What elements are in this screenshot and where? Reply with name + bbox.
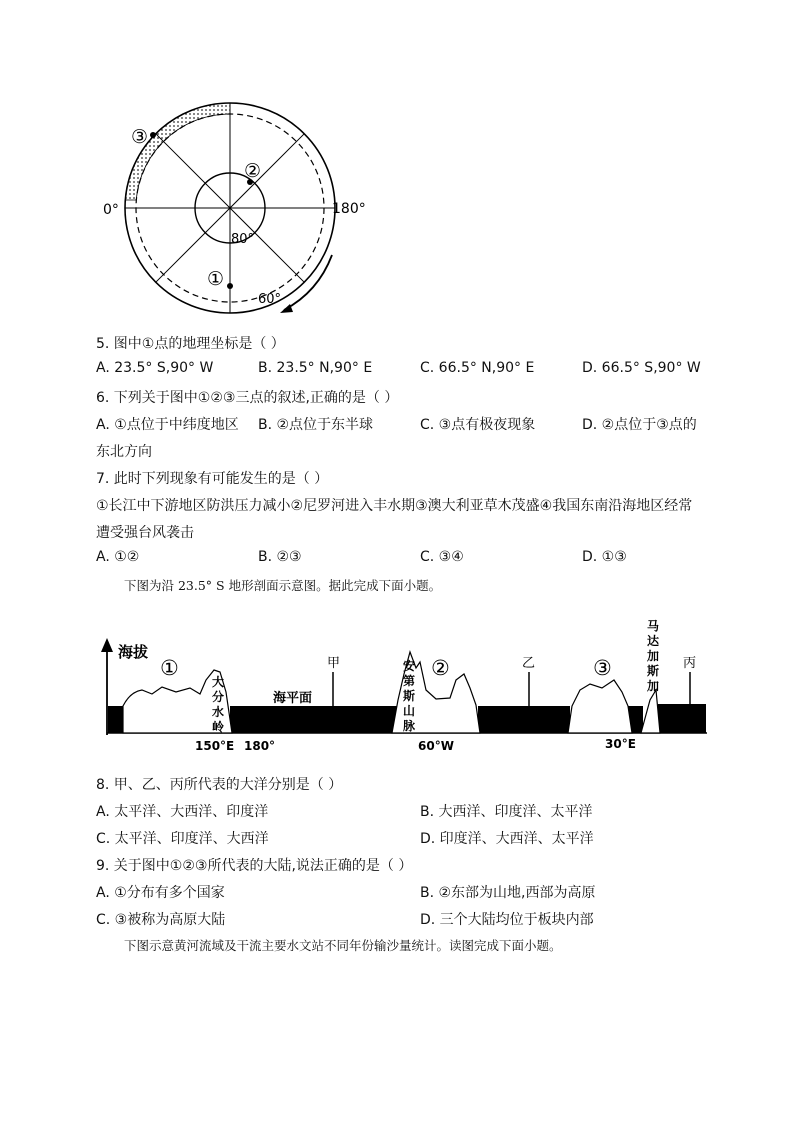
ocean-yi [478, 706, 570, 733]
profile-intro: 下图为沿 23.5° S 地形剖面示意图。据此完成下面小题。 [124, 578, 442, 593]
label-60-deg: 60° [258, 292, 282, 307]
q6-stem: 6. 下列关于图中①②③三点的叙述,正确的是（ ） [96, 390, 399, 406]
point-1-dot [227, 283, 233, 289]
q5-option-b: B. 23.5° N,90° E [258, 360, 373, 376]
tick-150e: 150°E [195, 739, 235, 753]
continent-2-marker: ② [431, 656, 450, 680]
q9-option-d: D. 三个大陆均位于板块内部 [420, 912, 594, 928]
q9-option-b: B. ②东部为山地,西部为高原 [420, 885, 596, 901]
q7-option-b: B. ②③ [258, 549, 302, 565]
continent-1-marker: ① [160, 656, 179, 680]
q6-option-a: A. ①点位于中纬度地区 [96, 417, 239, 433]
q9-stem: 9. 关于图中①②③所代表的大陆,说法正确的是（ ） [96, 858, 413, 874]
andes-char-4: 脉 [403, 719, 416, 733]
q5-option-a: A. 23.5° S,90° W [96, 360, 214, 376]
dividing-range-char-1: 分 [212, 690, 225, 704]
q8-option-d: D. 印度洋、大西洋、太平洋 [420, 831, 594, 847]
tick-60w: 60°W [418, 739, 454, 753]
label-80-deg: 80° [231, 232, 255, 247]
bing-label: 丙 [683, 656, 697, 671]
q8-option-b: B. 大西洋、印度洋、太平洋 [420, 804, 593, 820]
madagascar-char-0: 马 [647, 619, 660, 633]
point-3-dot [150, 132, 156, 138]
q6-option-d-cont: 东北方向 [96, 444, 152, 460]
marker-3: ③ [131, 126, 149, 148]
andes-char-1: 第 [403, 674, 416, 688]
madagascar-char-3: 斯 [647, 664, 660, 678]
q7-option-d: D. ①③ [582, 549, 627, 565]
q7-body-line2: 遭受强台风袭击 [96, 525, 194, 541]
polar-projection-figure [100, 95, 380, 320]
q6-option-b: B. ②点位于东半球 [258, 417, 374, 433]
ocean-jia [230, 706, 398, 733]
sea-level-label: 海平面 [273, 691, 313, 706]
madagascar-char-4: 加 [647, 679, 660, 693]
label-180-deg: 180° [332, 201, 366, 217]
andes-char-3: 山 [403, 704, 416, 718]
q7-option-c: C. ③④ [420, 549, 464, 565]
q6-option-c: C. ③点有极夜现象 [420, 417, 536, 433]
label-0-deg: 0° [103, 202, 119, 218]
ocean-pacific-west [108, 706, 123, 733]
terrain-profile-figure [90, 610, 715, 760]
sediment-intro: 下图示意黄河流域及干流主要水文站不同年份输沙量统计。读图完成下面小题。 [124, 938, 562, 953]
q8-option-c: C. 太平洋、印度洋、大西洋 [96, 831, 269, 847]
q7-body-line1: ①长江中下游地区防洪压力减小②尼罗河进入丰水期③澳大利亚草木茂盛④我国东南沿海地区经常 [96, 498, 693, 514]
andes-char-2: 斯 [403, 689, 416, 703]
q5-stem: 5. 图中①点的地理坐标是（ ） [96, 336, 285, 352]
rotation-arrow [284, 255, 332, 310]
dividing-range-char-2: 水 [212, 705, 225, 719]
q7-option-a: A. ①② [96, 549, 140, 565]
q9-option-a: A. ①分布有多个国家 [96, 885, 225, 901]
jia-label: 甲 [327, 656, 341, 671]
madagascar-island [641, 690, 660, 733]
andes-char-0: 安 [403, 659, 416, 673]
q8-stem: 8. 甲、乙、丙所代表的大洋分别是（ ） [96, 777, 343, 793]
q6-option-d: D. ②点位于③点的 [582, 417, 697, 433]
q7-stem: 7. 此时下列现象有可能发生的是（ ） [96, 471, 329, 487]
ocean-bing [658, 704, 706, 733]
marker-2: ② [244, 160, 262, 182]
q8-option-a: A. 太平洋、大西洋、印度洋 [96, 804, 269, 820]
q5-option-d: D. 66.5° S,90° W [582, 360, 701, 376]
dividing-range-char-0: 大 [212, 675, 225, 689]
tick-180: 180° [244, 739, 276, 753]
dividing-range-char-3: 岭 [212, 720, 225, 734]
tick-30e: 30°E [605, 737, 636, 751]
elevation-label: 海拔 [118, 643, 149, 661]
q5-option-c: C. 66.5° N,90° E [420, 360, 535, 376]
yi-label: 乙 [522, 656, 536, 671]
madagascar-char-2: 加 [647, 649, 660, 663]
elevation-axis-arrow [101, 638, 113, 652]
marker-1: ① [207, 268, 225, 290]
q9-option-c: C. ③被称为高原大陆 [96, 912, 226, 928]
continent-3-africa [568, 680, 632, 733]
continent-3-marker: ③ [593, 656, 612, 680]
madagascar-char-1: 达 [647, 634, 660, 648]
